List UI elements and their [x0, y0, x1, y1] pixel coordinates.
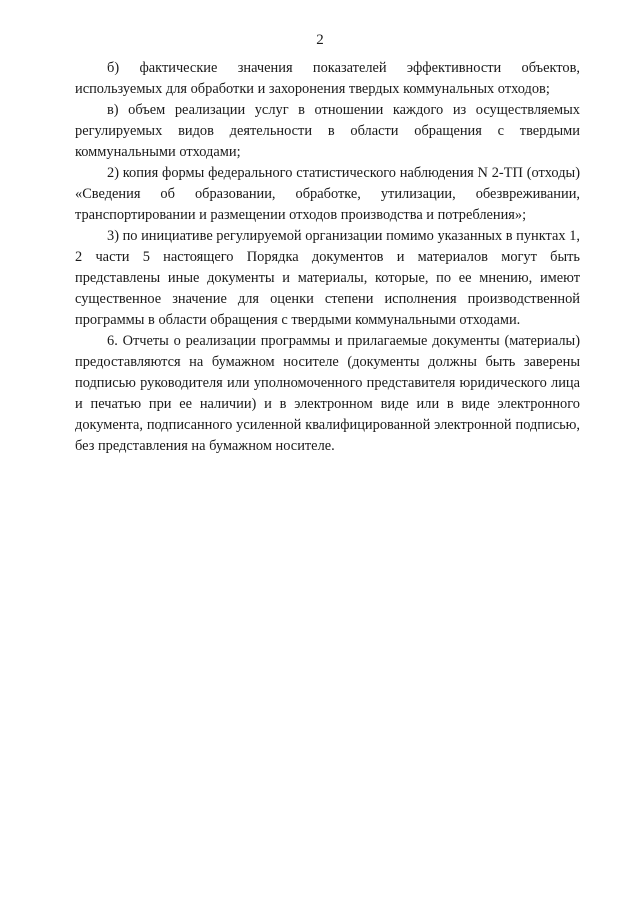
paragraph-item-v: в) объем реализации услуг в отношении каждого из осуществляемых регулируемых видов деятельности в области обращения с твердыми коммунальными отходами;	[75, 102, 580, 160]
paragraph-section-6: 6. Отчеты о реализации программы и прилагаемые документы (материалы) предоставляются на бумажном носителе (документы должны быть заверены подписью руководителя или уполномоченного представителя юридического лица и печатью при ее наличии) и в электронном виде или в виде электронного документа, подписанного усиленной квалифицированной электронной подписью, без представления на бумажном носителе.	[75, 333, 580, 454]
paragraph-item-b: б) фактические значения показателей эффективности объектов, используемых для обработки и захоронения твердых коммунальных отходов;	[75, 60, 580, 97]
paragraph-item-2: 2) копия формы федерального статистического наблюдения N 2-ТП (отходы) «Сведения об образовании, обработке, утилизации, обезвреживании, транспортировании и размещении отходов производства и потребления»;	[75, 165, 580, 223]
document-body	[75, 58, 580, 457]
page-number: 2	[316, 32, 324, 48]
paragraph-item-3: 3) по инициативе регулируемой организации помимо указанных в пунктах 1, 2 части 5 настоящего Порядка документов и материалов могут быть представлены иные документы и материалы, которые, по ее мнению, имеют существенное значение для оценки степени исполнения производственной программы в области обращения с твердыми коммунальными отходами.	[75, 228, 580, 328]
